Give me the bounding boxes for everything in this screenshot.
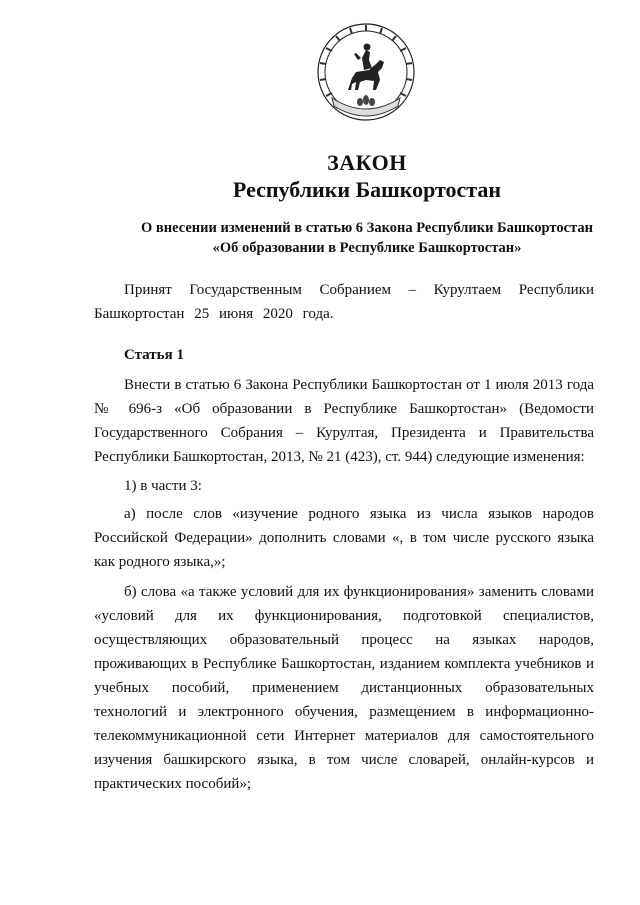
article-paragraph: 1) в части 3: xyxy=(124,478,202,494)
subtitle-line-1: О внесении изменений в статью 6 Закона Республики Башкортостан xyxy=(141,220,593,236)
law-title: ЗАКОН xyxy=(327,150,407,175)
article-heading: Статья 1 xyxy=(124,347,184,363)
article-paragraph: Внести в статью 6 Закона Республики Башкортостан от 1 июля 2013 года № 696-з «Об образовании в Республике Башкортостан» (Ведомости Государственного Собрания – Курултая, Президента и Правительства Республики Башкортостан, 2013, № 21 (423), ст. 944) следующие изменения: xyxy=(94,377,594,465)
article-paragraph: б) слова «а также условий для их функционирования» заменить словами «условий для их функционирования, подготовкой специалистов, осуществляющих образовательный процесс на языках народов, проживающих в Республике Башкортостан, изданием комплекта учебников и учебных пособий, применением дистанционных образовательных технологий и электронного обучения, размещением в информационно-телекоммуникационной сети Интернет материалов для самостоятельного изучения башкирского языка, в том числе словарей, онлайн-курсов и практических пособий»; xyxy=(94,584,594,792)
law-title-block xyxy=(0,150,640,204)
adoption-statement: Принят Государственным Собранием – Курултаем Республики Башкортостан 25 июня 2020 года. xyxy=(94,282,594,322)
subtitle-line-2: «Об образовании в Республике Башкортостан» xyxy=(212,240,522,256)
law-subtitle xyxy=(0,218,640,258)
coat-of-arms-icon xyxy=(314,20,418,124)
article-paragraph: а) после слов «изучение родного языка из числа языков народов Российской Федерации» дополнить словами «, в том числе русского языка как родного языка,»; xyxy=(94,506,594,570)
law-republic-name: Республики Башкортостан xyxy=(232,177,502,202)
